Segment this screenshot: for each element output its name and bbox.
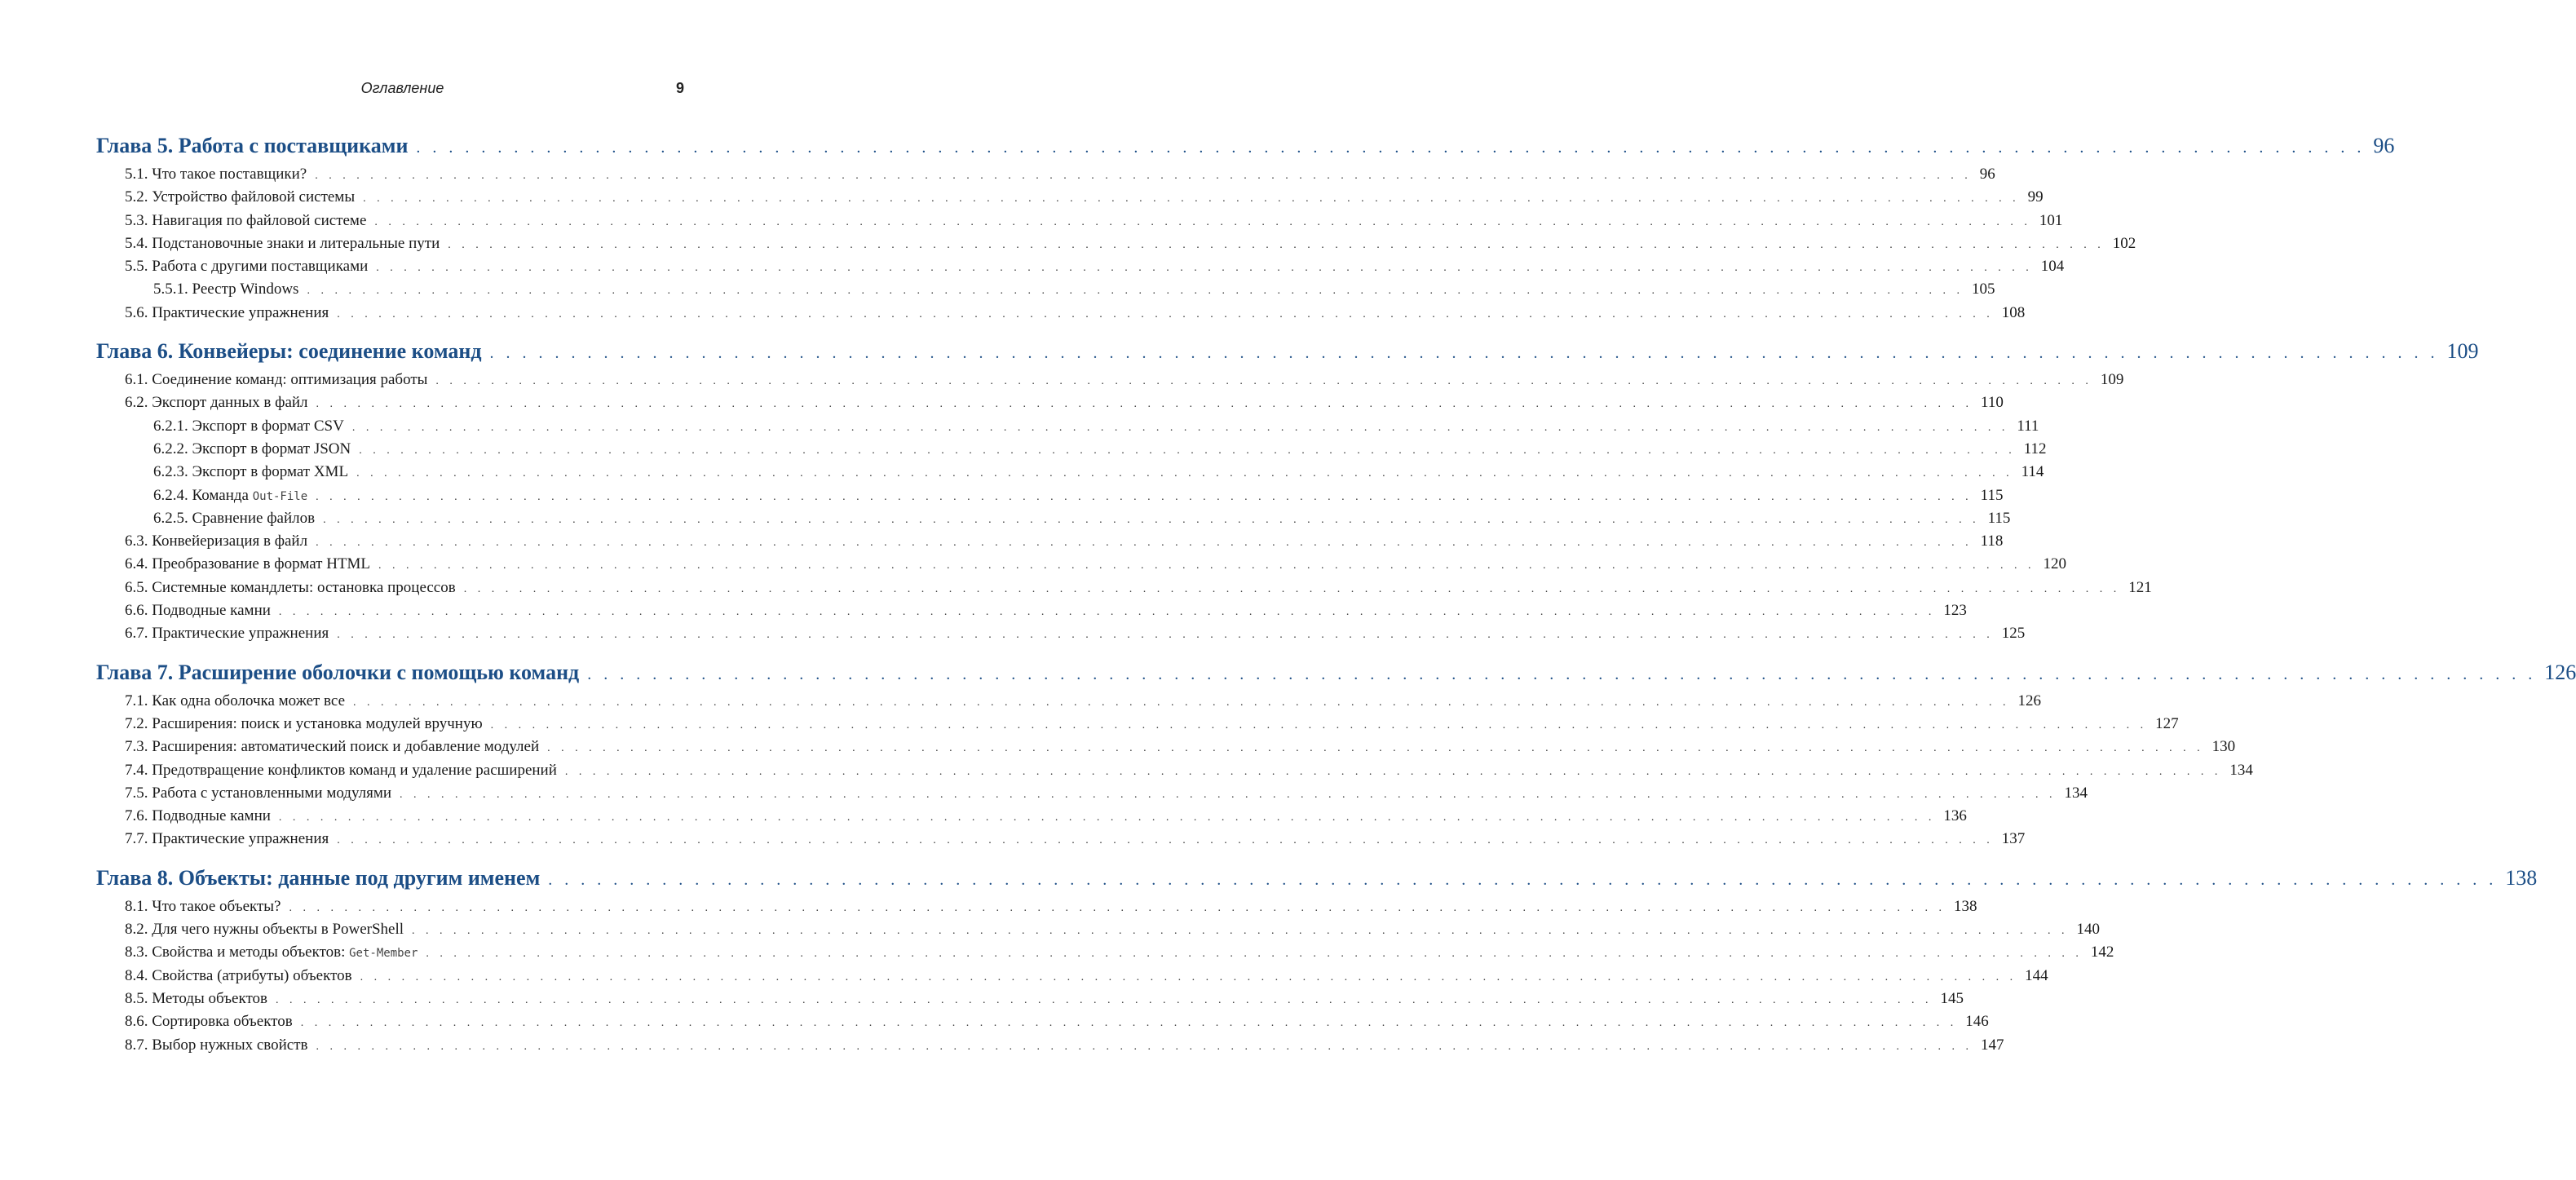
dot-leader: . . . . . . . . . . . . . . . . . . . . . . . . . . . . . . . . . . . . . . . . . . . . . . . . . . . . . . . . . . . . . . . . . . . . . . . . . . . . . . . . . . . . . . . . . . . . . . . . . . . . . . . . . . . . . . . . . . . . . . . .: [278, 811, 1936, 824]
subsection-entry[interactable]: [0, 507, 2011, 530]
entry-text: 8.3. Свойства и методы объектов:: [125, 944, 350, 961]
entry-page: 126: [2017, 692, 2042, 709]
entry-page: 140: [2076, 921, 2101, 939]
entry-page: 147: [1980, 1036, 2004, 1054]
entry-text: 5.4. Подстановочные знаки и литеральные пути: [125, 234, 440, 252]
dot-leader: . . . . . . . . . . . . . . . . . . . . . . . . . . . . . . . . . . . . . . . . . . . . . . . . . . . . . . . . . . . . . . . . . . . . . . . . . . . . . . . . . . . . . . . . . . . . . . . . . . . . . . . . . . . . . . . . . . . . . . . .: [587, 665, 2537, 683]
dot-leader: . . . . . . . . . . . . . . . . . . . . . . . . . . . . . . . . . . . . . . . . . . . . . . . . . . . . . . . . . . . . . . . . . . . . . . . . . . . . . . . . . . . . . . . . . . . . . . . . . . . . . . . . . . . . . . . . . . . . . . . .: [353, 696, 2010, 709]
running-title: Оглавление: [360, 80, 444, 96]
entry-code: Get-Member: [349, 947, 418, 961]
entry-page: 120: [2043, 555, 2067, 573]
chapter-page: 138: [2505, 865, 2538, 890]
section-entry[interactable]: [0, 391, 2004, 414]
dot-leader: . . . . . . . . . . . . . . . . . . . . . . . . . . . . . . . . . . . . . . . . . . . . . . . . . . . . . . . . . . . . . . . . . . . . . . . . . . . . . . . . . . . . . . . . . . . . . . . . . . . . . . . . . . . . . . . . . . . . . . . .: [351, 421, 2009, 434]
entry-text: 7.7. Практические упражнения: [125, 830, 329, 848]
entry-page: 134: [2064, 784, 2088, 802]
entry-title: [125, 895, 281, 918]
entry-title: [125, 302, 329, 325]
dot-leader: . . . . . . . . . . . . . . . . . . . . . . . . . . . . . . . . . . . . . . . . . . . . . . . . . . . . . . . . . . . . . . . . . . . . . . . . . . . . . . . . . . . . . . . . . . . . . . . . . . . . . . . . . . . . . . . . . . . . . . . .: [435, 375, 2092, 388]
dot-leader: . . . . . . . . . . . . . . . . . . . . . . . . . . . . . . . . . . . . . . . . . . . . . . . . . . . . . . . . . . . . . . . . . . . . . . . . . . . . . . . . . . . . . . . . . . . . . . . . . . . . . . . . . . . . . . . . . . . . . . . .: [337, 629, 1994, 642]
entry-title: [125, 255, 368, 278]
section-entry[interactable]: [0, 941, 2114, 964]
entry-text: 7.1. Как одна оболочка может все: [125, 692, 346, 709]
entry-text: 6.2. Экспорт данных в файл: [125, 394, 308, 412]
dot-leader: . . . . . . . . . . . . . . . . . . . . . . . . . . . . . . . . . . . . . . . . . . . . . . . . . . . . . . . . . . . . . . . . . . . . . . . . . . . . . . . . . . . . . . . . . . . . . . . . . . . . . . . . . . . . . . . . . . . . . . . .: [300, 1017, 1958, 1030]
dot-leader: . . . . . . . . . . . . . . . . . . . . . . . . . . . . . . . . . . . . . . . . . . . . . . . . . . . . . . . . . . . . . . . . . . . . . . . . . . . . . . . . . . . . . . . . . . . . . . . . . . . . . . . . . . . . . . . . . . . . . . . .: [278, 606, 1936, 619]
section-entry[interactable]: [0, 369, 2124, 391]
entry-title: [125, 186, 355, 209]
entry-title: [125, 622, 329, 645]
dot-leader: . . . . . . . . . . . . . . . . . . . . . . . . . . . . . . . . . . . . . . . . . . . . . . . . . . . . . . . . . . . . . . . . . . . . . . . . . . . . . . . . . . . . . . . . . . . . . . . . . . . . . . . . . . . . . . . . . . . . . . . .: [378, 559, 2035, 572]
entry-text: 8.1. Что такое объекты?: [125, 897, 281, 915]
entry-text: 6.2.2. Экспорт в формат JSON: [153, 440, 351, 457]
chapter-page: 126: [2544, 660, 2576, 684]
entry-title: [125, 759, 557, 782]
dot-leader: . . . . . . . . . . . . . . . . . . . . . . . . . . . . . . . . . . . . . . . . . . . . . . . . . . . . . . . . . . . . . . . . . . . . . . . . . . . . . . . . . . . . . . . . . . . . . . . . . . . . . . . . . . . . . . . . . . . . . . . .: [356, 467, 2013, 480]
entry-page: 101: [2039, 211, 2063, 229]
entry-text: 8.4. Свойства (атрибуты) объектов: [125, 966, 352, 984]
subsection-entry[interactable]: [0, 484, 2004, 507]
chapter-title: Глава 7. Расширение оболочки с помощью команд: [96, 660, 580, 684]
chapter-block: [0, 334, 2479, 646]
entry-title: [125, 782, 391, 805]
dot-leader: . . . . . . . . . . . . . . . . . . . . . . . . . . . . . . . . . . . . . . . . . . . . . . . . . . . . . . . . . . . . . . . . . . . . . . . . . . . . . . . . . . . . . . . . . . . . . . . . . . . . . . . . . . . . . . . . . . . . . . . .: [374, 215, 2031, 228]
entry-title: [153, 484, 307, 508]
dot-leader: . . . . . . . . . . . . . . . . . . . . . . . . . . . . . . . . . . . . . . . . . . . . . . . . . . . . . . . . . . . . . . . . . . . . . . . . . . . . . . . . . . . . . . . . . . . . . . . . . . . . . . . . . . . . . . . . . . . . . . . .: [547, 742, 2204, 755]
entry-title: [125, 577, 456, 599]
entry-title: [125, 965, 352, 988]
entry-title: [153, 438, 351, 461]
entry-page: 110: [1981, 394, 2004, 412]
entry-text: 6.4. Преобразование в формат HTML: [125, 555, 371, 573]
section-entry[interactable]: [0, 553, 2067, 576]
entry-page: 115: [1980, 486, 2004, 504]
entry-page: 102: [2112, 234, 2136, 252]
entry-text: 5.3. Навигация по файловой системе: [125, 211, 367, 229]
dot-leader: . . . . . . . . . . . . . . . . . . . . . . . . . . . . . . . . . . . . . . . . . . . . . . . . . . . . . . . . . . . . . . . . . . . . . . . . . . . . . . . . . . . . . . . . . . . . . . . . . . . . . . . . . . . . . . . . . . . . . . . .: [489, 344, 2439, 363]
entry-title: [125, 690, 345, 713]
entry-page: 137: [2001, 830, 2026, 848]
entry-page: 111: [2017, 417, 2039, 435]
entry-title: [125, 530, 307, 553]
section-entry[interactable]: [0, 530, 2004, 553]
entry-page: 142: [2090, 944, 2114, 961]
dot-leader: . . . . . . . . . . . . . . . . . . . . . . . . . . . . . . . . . . . . . . . . . . . . . . . . . . . . . . . . . . . . . . . . . . . . . . . . . . . . . . . . . . . . . . . . . . . . . . . . . . . . . . . . . . . . . . . . . . . . . . . .: [448, 238, 2105, 251]
section-entry[interactable]: [0, 1010, 1989, 1033]
entry-page: 105: [1971, 281, 1995, 298]
chapter-block: [0, 861, 2538, 1057]
dot-leader: . . . . . . . . . . . . . . . . . . . . . . . . . . . . . . . . . . . . . . . . . . . . . . . . . . . . . . . . . . . . . . . . . . . . . . . . . . . . . . . . . . . . . . . . . . . . . . . . . . . . . . . . . . . . . . . . . . . . . . . .: [275, 993, 1933, 1006]
section-entry[interactable]: [0, 599, 1967, 622]
entry-page: 115: [1987, 509, 2011, 527]
section-entry[interactable]: [0, 186, 2044, 209]
section-entry[interactable]: [0, 622, 2026, 645]
section-entry[interactable]: [0, 690, 2042, 713]
dot-leader: . . . . . . . . . . . . . . . . . . . . . . . . . . . . . . . . . . . . . . . . . . . . . . . . . . . . . . . . . . . . . . . . . . . . . . . . . . . . . . . . . . . . . . . . . . . . . . . . . . . . . . . . . . . . . . . . . . . . . . . .: [359, 444, 2016, 457]
entry-text: 5.6. Практические упражнения: [125, 303, 329, 321]
entry-page: 114: [2021, 463, 2044, 481]
entry-page: 104: [2040, 258, 2065, 276]
chapter-title: Глава 8. Объекты: данные под другим именем: [96, 865, 541, 890]
entry-text: 6.1. Соединение команд: оптимизация работы: [125, 371, 428, 389]
entry-text: 8.2. Для чего нужны объекты в PowerShell: [125, 921, 404, 939]
entry-page: 138: [1953, 897, 1977, 915]
entry-title: [125, 736, 539, 758]
entry-page: 108: [2001, 303, 2026, 321]
entry-page: 109: [2100, 371, 2124, 389]
subsection-entry[interactable]: [0, 278, 1995, 301]
chapter-entry[interactable]: [0, 129, 2395, 163]
section-entry[interactable]: [0, 577, 2152, 599]
table-of-contents: [0, 129, 2576, 1067]
entry-text: 7.3. Расширения: автоматический поиск и добавление модулей: [125, 738, 540, 756]
entry-page: 96: [1979, 166, 1995, 183]
section-entry[interactable]: [0, 302, 2026, 325]
entry-text: 6.7. Практические упражнения: [125, 625, 329, 643]
entry-title: [125, 232, 440, 255]
section-entry[interactable]: [0, 1034, 2004, 1057]
entry-text: 6.6. Подводные камни: [125, 602, 271, 620]
dot-leader: . . . . . . . . . . . . . . . . . . . . . . . . . . . . . . . . . . . . . . . . . . . . . . . . . . . . . . . . . . . . . . . . . . . . . . . . . . . . . . . . . . . . . . . . . . . . . . . . . . . . . . . . . . . . . . . . . . . . . . . .: [548, 870, 2498, 889]
dot-leader: . . . . . . . . . . . . . . . . . . . . . . . . . . . . . . . . . . . . . . . . . . . . . . . . . . . . . . . . . . . . . . . . . . . . . . . . . . . . . . . . . . . . . . . . . . . . . . . . . . . . . . . . . . . . . . . . . . . . . . . .: [363, 192, 2020, 206]
entry-title: [125, 391, 308, 414]
page-header: [0, 80, 805, 101]
dot-leader: . . . . . . . . . . . . . . . . . . . . . . . . . . . . . . . . . . . . . . . . . . . . . . . . . . . . . . . . . . . . . . . . . . . . . . . . . . . . . . . . . . . . . . . . . . . . . . . . . . . . . . . . . . . . . . . . . . . . . . . .: [323, 513, 1980, 526]
dot-leader: . . . . . . . . . . . . . . . . . . . . . . . . . . . . . . . . . . . . . . . . . . . . . . . . . . . . . . . . . . . . . . . . . . . . . . . . . . . . . . . . . . . . . . . . . . . . . . . . . . . . . . . . . . . . . . . . . . . . . . . .: [412, 925, 2069, 938]
entry-text: 8.6. Сортировка объектов: [125, 1013, 293, 1031]
entry-code: Out-File: [252, 489, 308, 503]
chapter-entry[interactable]: [0, 656, 2576, 690]
entry-title: [125, 828, 329, 851]
entry-page: 112: [2023, 440, 2047, 457]
entry-page: 134: [2229, 761, 2253, 779]
entry-page: 118: [1980, 533, 2004, 550]
entry-title: [125, 553, 370, 576]
entry-page: 127: [2155, 714, 2179, 732]
entry-text: 6.2.1. Экспорт в формат CSV: [153, 417, 344, 435]
section-entry[interactable]: [0, 713, 2179, 736]
chapter-page: 109: [2446, 339, 2479, 364]
entry-text: 7.5. Работа с установленными модулями: [125, 784, 392, 802]
dot-leader: . . . . . . . . . . . . . . . . . . . . . . . . . . . . . . . . . . . . . . . . . . . . . . . . . . . . . . . . . . . . . . . . . . . . . . . . . . . . . . . . . . . . . . . . . . . . . . . . . . . . . . . . . . . . . . . . . . . . . . . .: [490, 718, 2148, 731]
entry-title: [125, 941, 418, 965]
entry-title: [125, 988, 267, 1010]
entry-page: 130: [2211, 738, 2236, 756]
entry-title: [125, 210, 366, 232]
entry-title: [153, 461, 348, 484]
section-entry[interactable]: [0, 782, 2088, 805]
entry-text: 7.4. Предотвращение конфликтов команд и удаление расширений: [125, 761, 557, 779]
entry-title: [125, 369, 427, 391]
dot-leader: . . . . . . . . . . . . . . . . . . . . . . . . . . . . . . . . . . . . . . . . . . . . . . . . . . . . . . . . . . . . . . . . . . . . . . . . . . . . . . . . . . . . . . . . . . . . . . . . . . . . . . . . . . . . . . . . . . . . . . . .: [316, 537, 1973, 550]
chapter-title: Глава 5. Работа с поставщиками: [96, 134, 409, 157]
entry-text: 5.5. Работа с другими поставщиками: [125, 258, 369, 276]
dot-leader: . . . . . . . . . . . . . . . . . . . . . . . . . . . . . . . . . . . . . . . . . . . . . . . . . . . . . . . . . . . . . . . . . . . . . . . . . . . . . . . . . . . . . . . . . . . . . . . . . . . . . . . . . . . . . . . . . . . . . . . .: [316, 1040, 1973, 1053]
entry-title: [125, 1034, 307, 1057]
chapter-block: [0, 129, 2395, 325]
dot-leader: . . . . . . . . . . . . . . . . . . . . . . . . . . . . . . . . . . . . . . . . . . . . . . . . . . . . . . . . . . . . . . . . . . . . . . . . . . . . . . . . . . . . . . . . . . . . . . . . . . . . . . . . . . . . . . . . . . . . . . . .: [360, 970, 2017, 983]
entry-text: 7.6. Подводные камни: [125, 807, 271, 825]
entry-text: 6.5. Системные командлеты: остановка процессов: [125, 578, 456, 596]
entry-title: [125, 918, 404, 941]
entry-text: 8.5. Методы объектов: [125, 989, 267, 1007]
section-entry[interactable]: [0, 736, 2236, 758]
subsection-entry[interactable]: [0, 438, 2047, 461]
dot-leader: . . . . . . . . . . . . . . . . . . . . . . . . . . . . . . . . . . . . . . . . . . . . . . . . . . . . . . . . . . . . . . . . . . . . . . . . . . . . . . . . . . . . . . . . . . . . . . . . . . . . . . . . . . . . . . . . . . . . . . . .: [400, 788, 2057, 801]
entry-text: 5.1. Что такое поставщики?: [125, 166, 307, 183]
chapter-entry[interactable]: [0, 861, 2538, 895]
section-entry[interactable]: [0, 163, 1995, 186]
dot-leader: . . . . . . . . . . . . . . . . . . . . . . . . . . . . . . . . . . . . . . . . . . . . . . . . . . . . . . . . . . . . . . . . . . . . . . . . . . . . . . . . . . . . . . . . . . . . . . . . . . . . . . . . . . . . . . . . . . . . . . . .: [315, 170, 1972, 182]
entry-page: 136: [1943, 807, 1967, 825]
entry-text: 5.2. Устройство файловой системы: [125, 188, 356, 206]
entry-page: 99: [2027, 188, 2044, 206]
chapter-block: [0, 656, 2576, 851]
entry-title: [125, 713, 483, 736]
dot-leader: . . . . . . . . . . . . . . . . . . . . . . . . . . . . . . . . . . . . . . . . . . . . . . . . . . . . . . . . . . . . . . . . . . . . . . . . . . . . . . . . . . . . . . . . . . . . . . . . . . . . . . . . . . . . . . . . . . . . . . . .: [289, 901, 1946, 914]
entry-page: 144: [2025, 966, 2048, 984]
chapter-title: Глава 6. Конвейеры: соединение команд: [96, 339, 482, 364]
entry-page: 125: [2001, 625, 2026, 643]
entry-page: 123: [1943, 602, 1967, 620]
entry-title: [125, 163, 307, 186]
section-entry[interactable]: [0, 232, 2136, 255]
entry-text: 6.3. Конвейеризация в файл: [125, 533, 308, 550]
dot-leader: . . . . . . . . . . . . . . . . . . . . . . . . . . . . . . . . . . . . . . . . . . . . . . . . . . . . . . . . . . . . . . . . . . . . . . . . . . . . . . . . . . . . . . . . . . . . . . . . . . . . . . . . . . . . . . . . . . . . . . . .: [337, 307, 1994, 320]
dot-leader: . . . . . . . . . . . . . . . . . . . . . . . . . . . . . . . . . . . . . . . . . . . . . . . . . . . . . . . . . . . . . . . . . . . . . . . . . . . . . . . . . . . . . . . . . . . . . . . . . . . . . . . . . . . . . . . . . . . . . . . .: [564, 765, 2222, 778]
dot-leader: . . . . . . . . . . . . . . . . . . . . . . . . . . . . . . . . . . . . . . . . . . . . . . . . . . . . . . . . . . . . . . . . . . . . . . . . . . . . . . . . . . . . . . . . . . . . . . . . . . . . . . . . . . . . . . . . . . . . . . . .: [316, 398, 1973, 411]
entry-title: [153, 278, 298, 301]
entry-text: 7.2. Расширения: поиск и установка модулей вручную: [125, 714, 483, 732]
dot-leader: . . . . . . . . . . . . . . . . . . . . . . . . . . . . . . . . . . . . . . . . . . . . . . . . . . . . . . . . . . . . . . . . . . . . . . . . . . . . . . . . . . . . . . . . . . . . . . . . . . . . . . . . . . . . . . . . . . . . . . . .: [307, 285, 1964, 298]
entry-text: 8.7. Выбор нужных свойств: [125, 1036, 308, 1054]
entry-text: 5.5.1. Реестр Windows: [153, 281, 299, 298]
dot-leader: . . . . . . . . . . . . . . . . . . . . . . . . . . . . . . . . . . . . . . . . . . . . . . . . . . . . . . . . . . . . . . . . . . . . . . . . . . . . . . . . . . . . . . . . . . . . . . . . . . . . . . . . . . . . . . . . . . . . . . . .: [416, 139, 2366, 157]
entry-title: [153, 507, 315, 530]
chapter-entry[interactable]: [0, 334, 2479, 369]
entry-text: 6.2.5. Сравнение файлов: [153, 509, 316, 527]
section-entry[interactable]: [0, 805, 1967, 828]
section-entry[interactable]: [0, 759, 2253, 782]
entry-page: 146: [1965, 1013, 1989, 1031]
section-entry[interactable]: [0, 965, 2048, 988]
entry-title: [125, 805, 271, 828]
section-entry[interactable]: [0, 918, 2101, 941]
subsection-entry[interactable]: [0, 415, 2039, 438]
chapter-page: 96: [2373, 134, 2395, 157]
entry-page: 121: [2128, 578, 2152, 596]
dot-leader: . . . . . . . . . . . . . . . . . . . . . . . . . . . . . . . . . . . . . . . . . . . . . . . . . . . . . . . . . . . . . . . . . . . . . . . . . . . . . . . . . . . . . . . . . . . . . . . . . . . . . . . . . . . . . . . . . . . . . . . .: [337, 834, 1994, 847]
dot-leader: . . . . . . . . . . . . . . . . . . . . . . . . . . . . . . . . . . . . . . . . . . . . . . . . . . . . . . . . . . . . . . . . . . . . . . . . . . . . . . . . . . . . . . . . . . . . . . . . . . . . . . . . . . . . . . . . . . . . . . . .: [316, 490, 1973, 503]
entry-title: [125, 1010, 293, 1033]
entry-text: 6.2.4. Команда: [153, 486, 253, 504]
section-entry[interactable]: [0, 988, 1964, 1010]
section-entry[interactable]: [0, 255, 2065, 278]
entry-text: 6.2.3. Экспорт в формат XML: [153, 463, 349, 481]
entry-page: 145: [1940, 989, 1964, 1007]
dot-leader: . . . . . . . . . . . . . . . . . . . . . . . . . . . . . . . . . . . . . . . . . . . . . . . . . . . . . . . . . . . . . . . . . . . . . . . . . . . . . . . . . . . . . . . . . . . . . . . . . . . . . . . . . . . . . . . . . . . . . . . .: [463, 582, 2121, 595]
section-entry[interactable]: [0, 828, 2026, 851]
page-number: 9: [675, 80, 684, 96]
dot-leader: . . . . . . . . . . . . . . . . . . . . . . . . . . . . . . . . . . . . . . . . . . . . . . . . . . . . . . . . . . . . . . . . . . . . . . . . . . . . . . . . . . . . . . . . . . . . . . . . . . . . . . . . . . . . . . . . . . . . . . . .: [376, 262, 2033, 275]
section-entry[interactable]: [0, 210, 2063, 232]
entry-title: [125, 599, 271, 622]
subsection-entry[interactable]: [0, 461, 2044, 484]
entry-title: [153, 415, 344, 438]
section-entry[interactable]: [0, 895, 1977, 918]
dot-leader: . . . . . . . . . . . . . . . . . . . . . . . . . . . . . . . . . . . . . . . . . . . . . . . . . . . . . . . . . . . . . . . . . . . . . . . . . . . . . . . . . . . . . . . . . . . . . . . . . . . . . . . . . . . . . . . . . . . . . . . .: [426, 948, 2083, 961]
